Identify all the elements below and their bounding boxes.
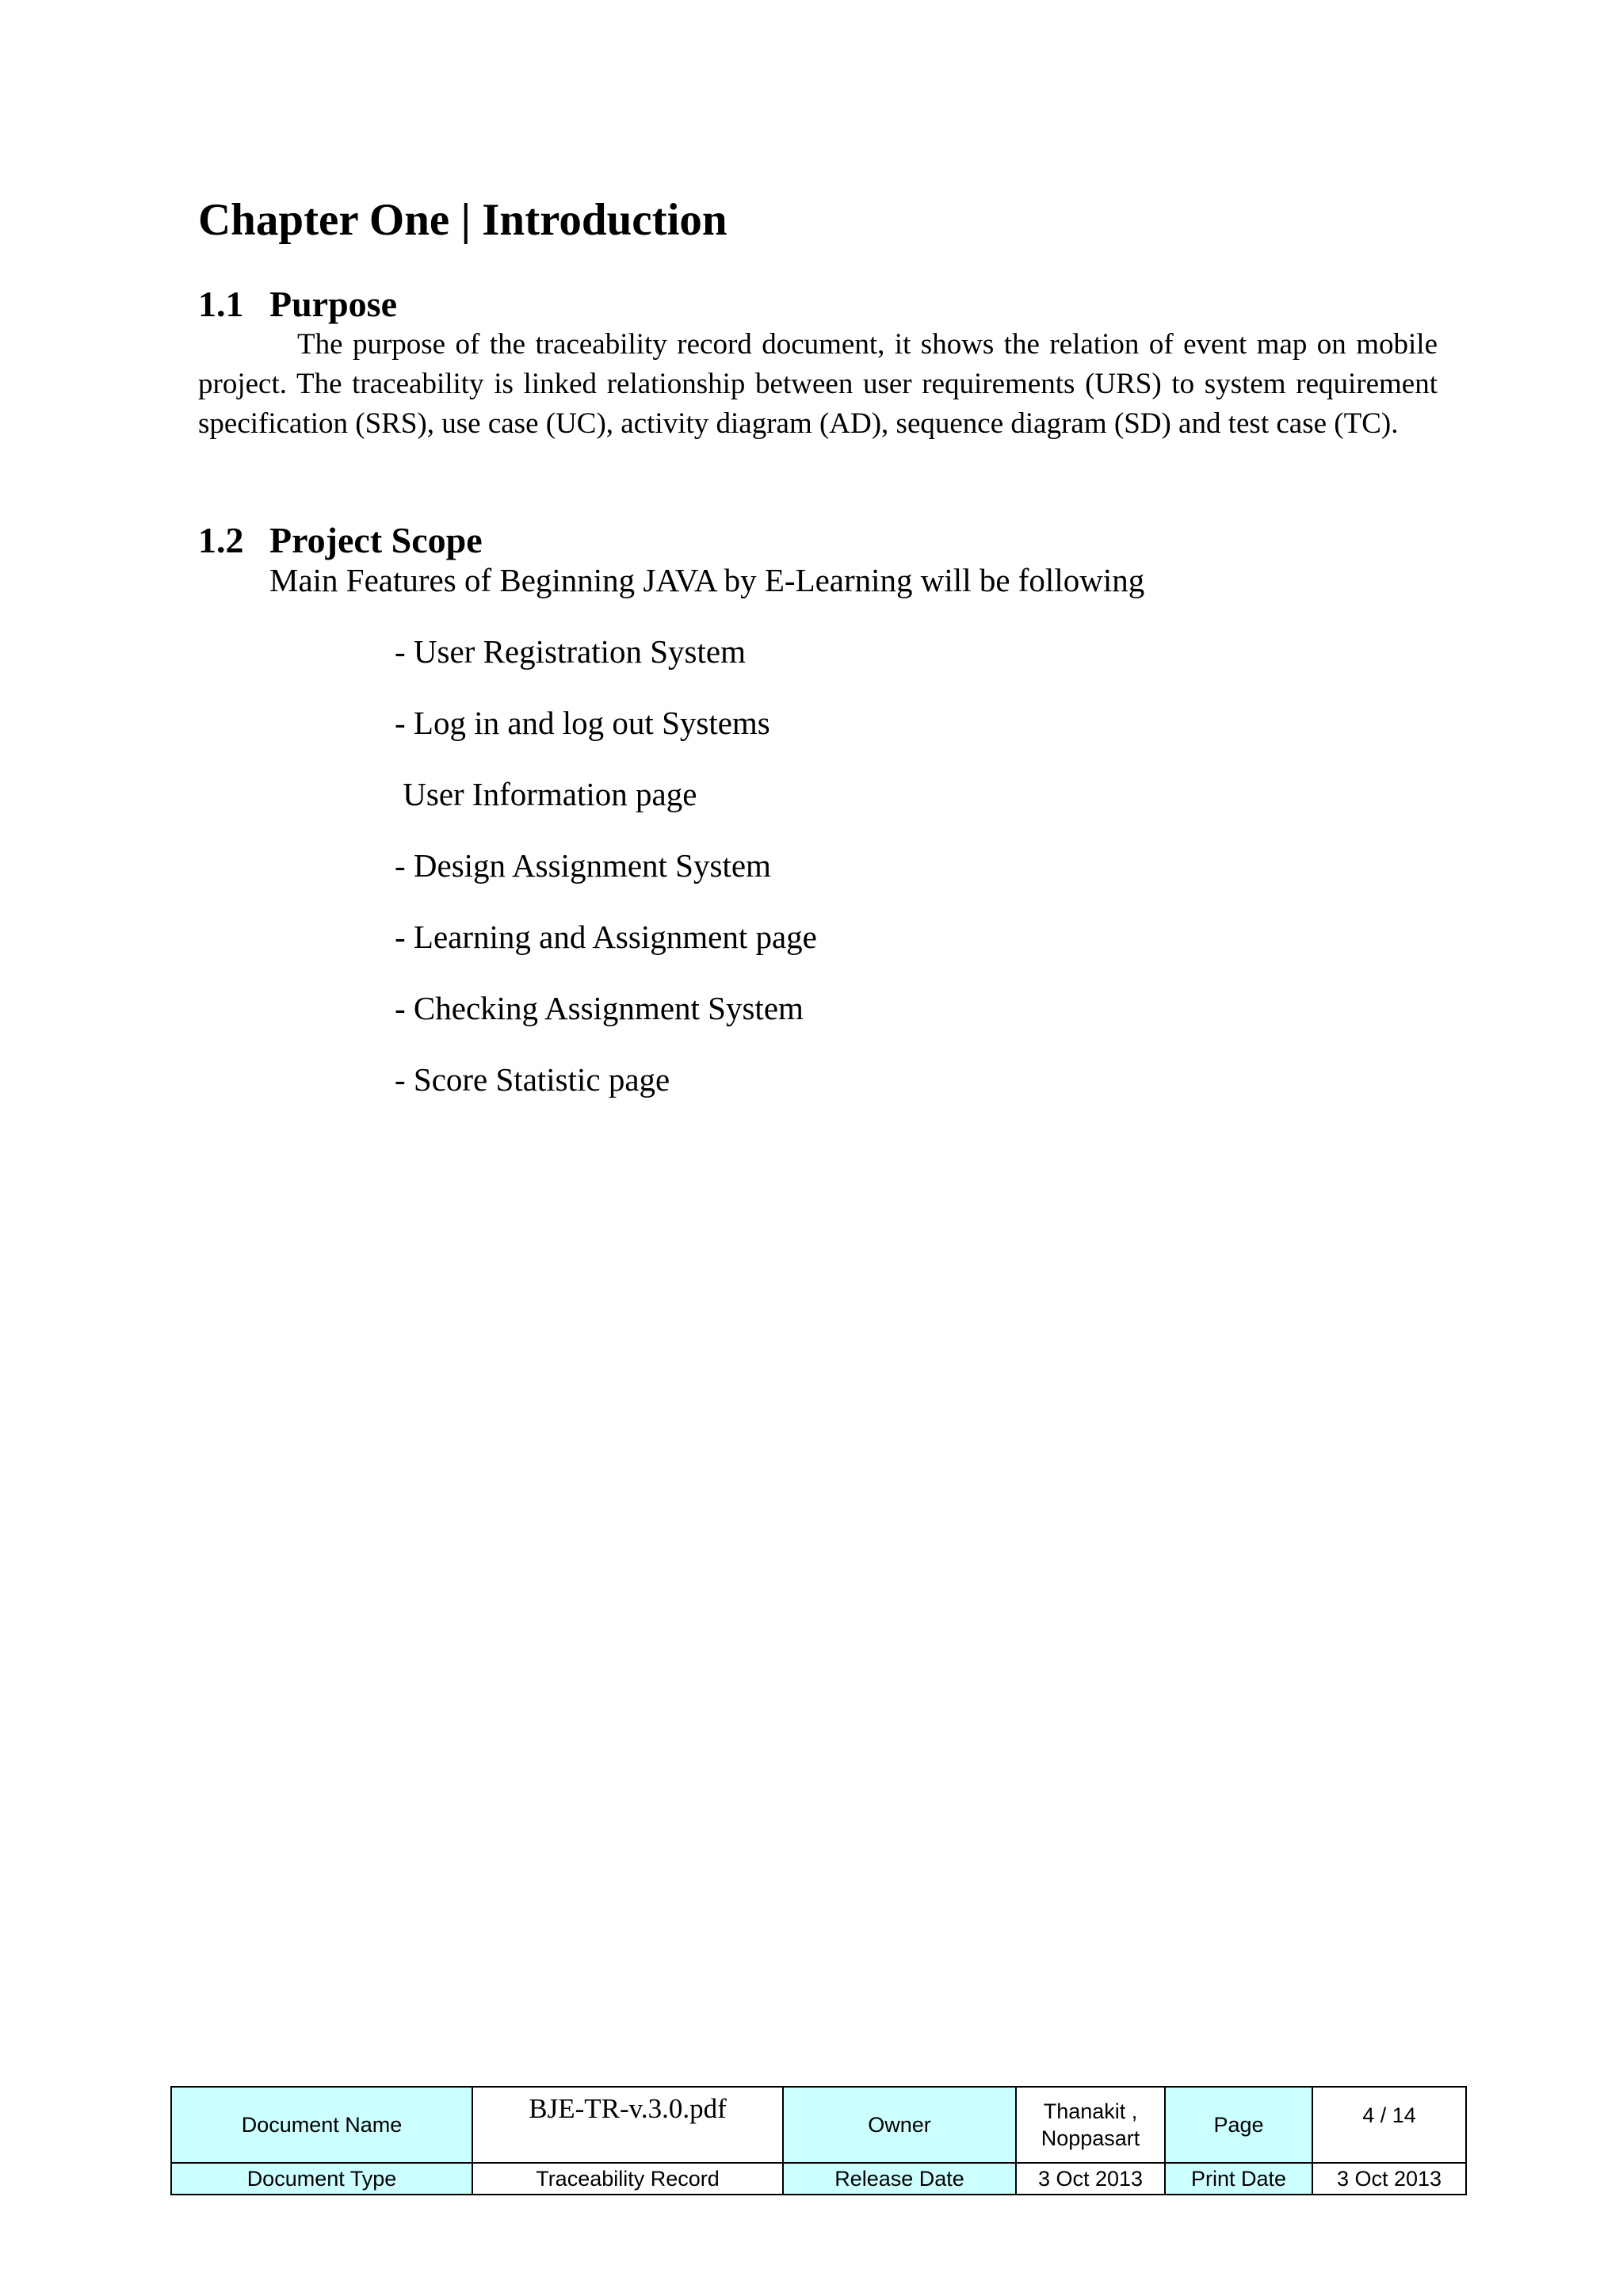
release-date-label: Release Date xyxy=(783,2163,1016,2195)
feature-item: - Log in and log out Systems xyxy=(395,705,770,741)
scope-intro: Main Features of Beginning JAVA by E-Learning will be following xyxy=(269,562,1145,598)
feature-item: - Learning and Assignment page xyxy=(395,919,817,955)
owner-label: Owner xyxy=(783,2087,1016,2163)
page-value: 4 / 14 xyxy=(1312,2087,1466,2163)
owner-value-line-1: Thanakit , xyxy=(1043,2099,1138,2123)
footer-row-1 xyxy=(171,2087,1466,2163)
feature-item: - Design Assignment System xyxy=(395,847,771,884)
document-name-label: Document Name xyxy=(171,2087,472,2163)
feature-item: User Information page xyxy=(395,776,697,812)
print-date-value: 3 Oct 2013 xyxy=(1312,2163,1466,2195)
owner-value-line-2: Noppasart xyxy=(1041,2126,1140,2150)
page-label: Page xyxy=(1165,2087,1312,2163)
purpose-number: 1.1 xyxy=(198,284,244,324)
feature-item: - Checking Assignment System xyxy=(395,990,804,1026)
document-footer-table xyxy=(170,2086,1467,2195)
purpose-title: Purpose xyxy=(269,284,397,324)
footer-row-2 xyxy=(171,2163,1466,2195)
document-type-label: Document Type xyxy=(171,2163,472,2195)
scope-heading xyxy=(198,519,483,561)
release-date-value: 3 Oct 2013 xyxy=(1016,2163,1165,2195)
print-date-label: Print Date xyxy=(1165,2163,1312,2195)
purpose-paragraph: The purpose of the traceability record document, it shows the relation of event map on mobile project. The traceability is linked relationship between user requirements (URS) to system requirement specification (SRS), use case (UC), activity diagram (AD), sequence diagram (SD) and test case (TC). xyxy=(198,328,1438,440)
feature-item: - User Registration System xyxy=(395,633,746,670)
scope-title: Project Scope xyxy=(269,520,483,560)
chapter-title: Chapter One | Introduction xyxy=(198,195,727,245)
purpose-heading xyxy=(198,283,397,325)
scope-number: 1.2 xyxy=(198,520,244,560)
owner-value xyxy=(1016,2087,1165,2163)
feature-item: - Score Statistic page xyxy=(395,1061,670,1098)
document-name-value: BJE-TR-v.3.0.pdf xyxy=(472,2087,783,2163)
document-type-value: Traceability Record xyxy=(472,2163,783,2195)
